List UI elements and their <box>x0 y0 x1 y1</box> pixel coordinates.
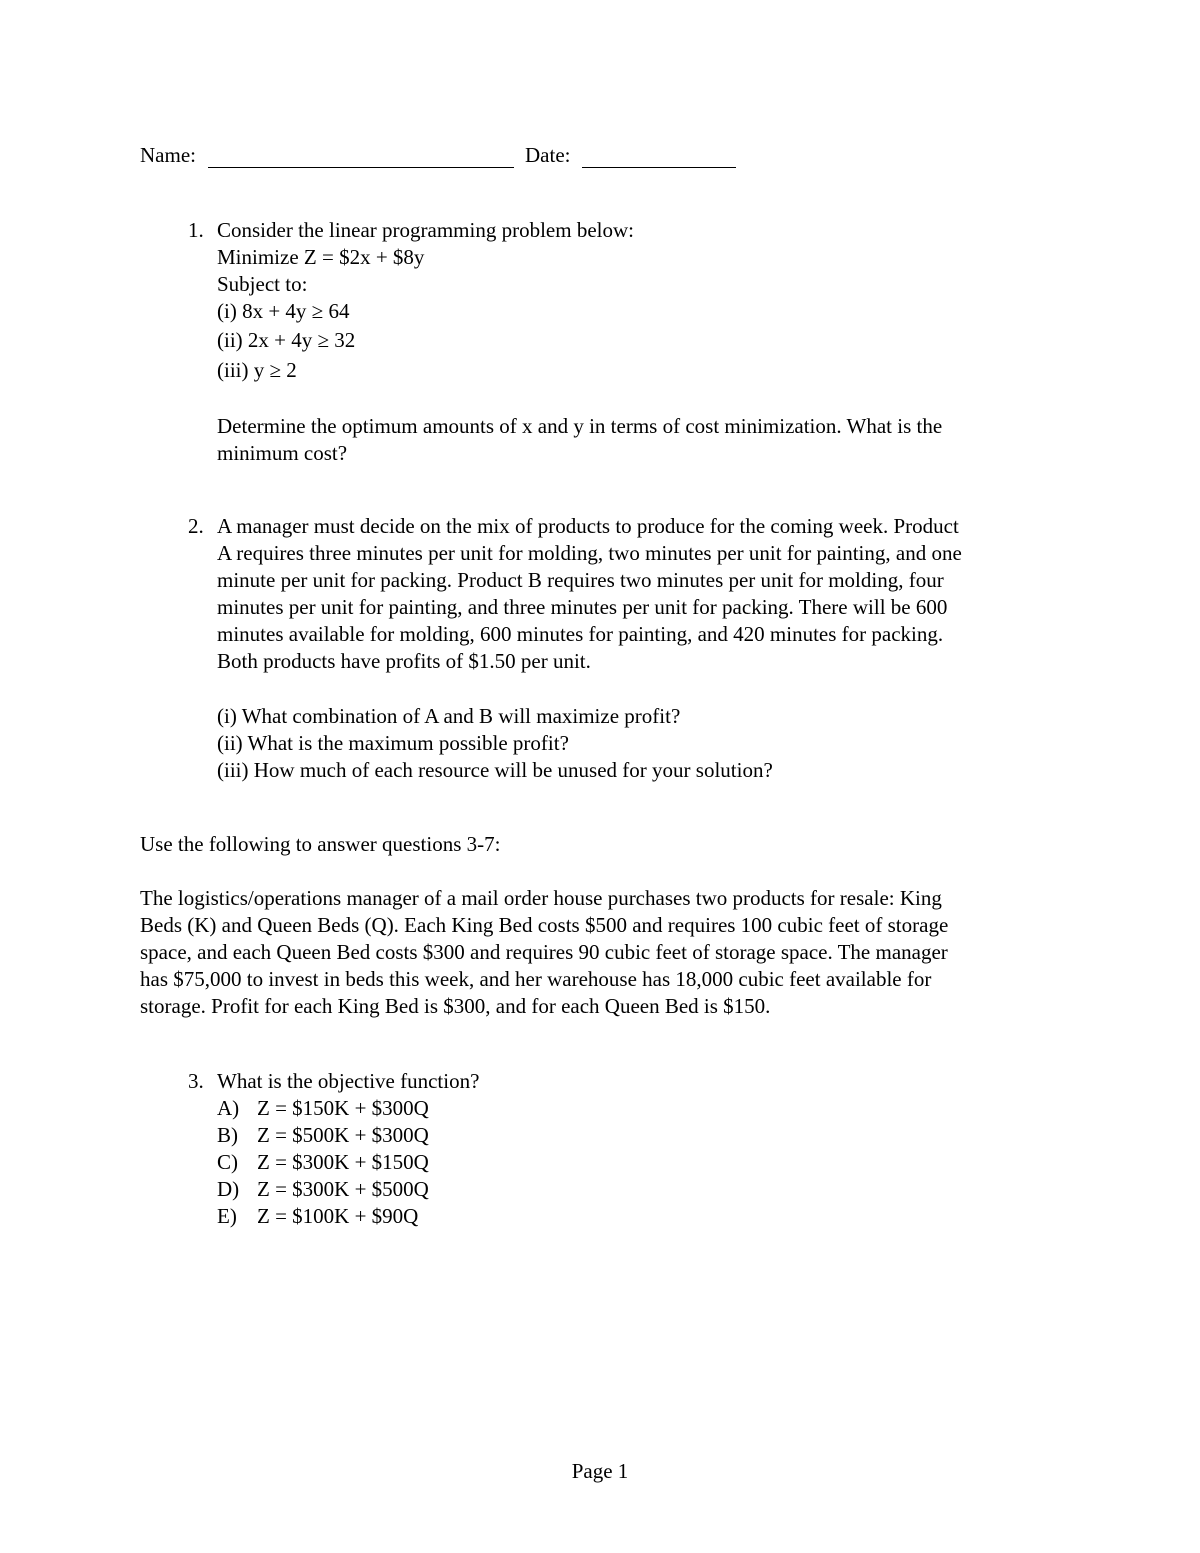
name-label: Name: <box>140 143 196 167</box>
scenario-line: has $75,000 to invest in beds this week, and her warehouse has 18,000 cubic feet available for <box>140 967 932 991</box>
question-number: 1. <box>188 218 204 242</box>
option-letter: C) <box>217 1150 238 1174</box>
scenario-line: Beds (K) and Queen Beds (Q). Each King Bed costs $500 and requires 100 cubic feet of storage <box>140 913 949 937</box>
q1-question-line: Determine the optimum amounts of x and y in terms of cost minimization. What is the <box>217 414 943 438</box>
option-text: Z = $150K + $300Q <box>257 1096 429 1120</box>
q2-subquestion: (i) What combination of A and B will maximize profit? <box>217 704 681 728</box>
q3-question: What is the objective function? <box>217 1069 480 1093</box>
q2-subquestion: (ii) What is the maximum possible profit? <box>217 731 569 755</box>
scenario-line: storage. Profit for each King Bed is $300, and for each Queen Bed is $150. <box>140 994 771 1018</box>
q1-line: Subject to: <box>217 272 308 296</box>
name-blank <box>208 167 514 168</box>
page-number: Page 1 <box>571 1459 629 1483</box>
q2-line: minutes available for molding, 600 minutes for painting, and 420 minutes for packing. <box>217 622 944 646</box>
q2-line: A manager must decide on the mix of products to produce for the coming week. Product <box>217 514 959 538</box>
option-text: Z = $300K + $150Q <box>257 1150 429 1174</box>
q1-line: (iii) y ≥ 2 <box>217 358 297 382</box>
q1-line: (i) 8x + 4y ≥ 64 <box>217 299 350 323</box>
q1-line: Consider the linear programming problem below: <box>217 218 634 242</box>
q2-line: A requires three minutes per unit for molding, two minutes per unit for painting, and one <box>217 541 962 565</box>
option-text: Z = $300K + $500Q <box>257 1177 429 1201</box>
option-text: Z = $100K + $90Q <box>257 1204 419 1228</box>
question-number: 3. <box>188 1069 204 1093</box>
question-number: 2. <box>188 514 204 538</box>
q1-line: Minimize Z = $2x + $8y <box>217 245 425 269</box>
q2-subquestion: (iii) How much of each resource will be unused for your solution? <box>217 758 773 782</box>
date-label: Date: <box>525 143 571 167</box>
q2-line: minute per unit for packing. Product B requires two minutes per unit for molding, four <box>217 568 944 592</box>
name-date-header <box>140 142 760 172</box>
scenario-line: space, and each Queen Bed costs $300 and requires 90 cubic feet of storage space. The manager <box>140 940 948 964</box>
scenario-line: The logistics/operations manager of a mail order house purchases two products for resale: King <box>140 886 942 910</box>
option-letter: B) <box>217 1123 238 1147</box>
scenario-instruction: Use the following to answer questions 3-7: <box>140 832 501 856</box>
option-letter: D) <box>217 1177 240 1201</box>
q2-line: minutes per unit for painting, and three minutes per unit for packing. There will be 600 <box>217 595 948 619</box>
q2-line: Both products have profits of $1.50 per unit. <box>217 649 591 673</box>
date-blank <box>582 167 736 168</box>
option-text: Z = $500K + $300Q <box>257 1123 429 1147</box>
option-letter: E) <box>217 1204 237 1228</box>
option-letter: A) <box>217 1096 240 1120</box>
q1-question-line: minimum cost? <box>217 441 348 465</box>
q1-line: (ii) 2x + 4y ≥ 32 <box>217 328 356 352</box>
